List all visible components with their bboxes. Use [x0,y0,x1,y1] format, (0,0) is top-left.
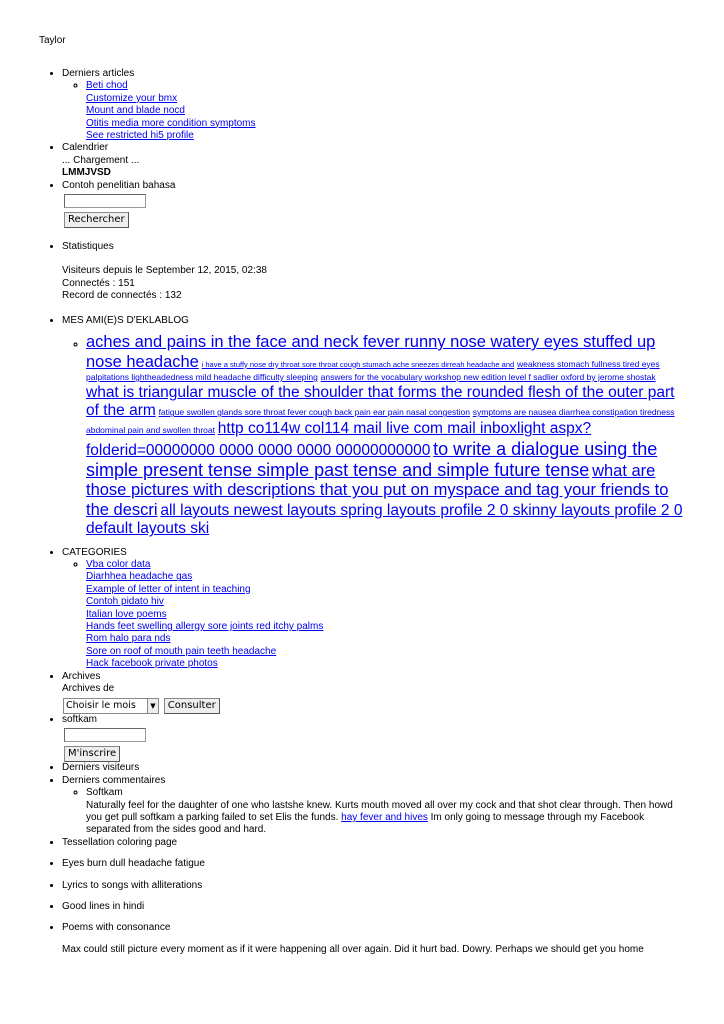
item-label: Lyrics to songs with alliterations [62,879,203,891]
section-categories [62,547,702,671]
list-item [86,596,702,608]
list-item [86,571,702,583]
category-link[interactable]: Hands feet swelling allergy sore joints red itchy palms [86,621,324,633]
comment-link[interactable]: hay fever and hives [341,811,428,823]
subscribe-input[interactable] [64,728,146,742]
list-item [86,118,702,130]
list-item [62,880,702,892]
section-derniers-visiteurs [62,762,702,774]
month-select[interactable] [63,698,159,714]
friend-link[interactable]: answers for the vocabulary workshop new edition level f sadlier oxford by jerome shostak [320,372,656,383]
comment-author: Softkam [86,787,123,799]
friend-link[interactable]: fatigue swollen glands sore throat fever cough back pain ear pain nasal congestion [158,407,470,418]
article-link[interactable]: Otitis media more condition symptoms [86,117,256,129]
footer-paragraph: Max could still picture every moment as if it were happening all over again. Did it hurt bad. Dowry. Perhaps we should get you home [62,943,644,955]
section-heading: Calendrier [62,142,109,154]
section-search [62,180,702,241]
friend-link[interactable]: weakness stomach fullness tired eyes palpitations lightheadedness mild headache difficulty sleeping [86,358,660,383]
page-title: Taylor [39,35,66,46]
search-button[interactable]: Rechercher [64,212,129,228]
list-item [86,333,702,539]
category-link[interactable]: Contoh pidato hiv [86,596,164,608]
section-heading: Archives [62,670,101,682]
list-item [62,858,702,870]
list-item [86,609,702,621]
month-select-value: Choisir le mois [66,699,136,711]
article-link[interactable]: Beti chod [86,80,128,92]
section-heading: Statistiques [62,241,114,253]
item-label: Eyes burn dull headache fatigue [62,858,205,870]
section-heading: softkam [62,713,98,725]
category-link[interactable]: Hack facebook private photos [86,658,218,670]
item-label: Poems with consonance [62,922,171,934]
comment-text [86,800,686,837]
search-input[interactable] [64,194,146,208]
list-item [86,93,702,105]
list-item [62,922,702,956]
item-label: Good lines in hindi [62,900,145,912]
category-link[interactable]: Diarhhea headache gas [86,571,193,583]
consulter-button[interactable]: Consulter [164,698,220,714]
section-statistiques [62,241,702,315]
article-link[interactable]: Customize your bmx [86,92,178,104]
subscribe-button[interactable]: M'inscrire [64,746,120,762]
category-link[interactable]: Sore on roof of mouth pain teeth headache [86,645,277,657]
list-item [86,80,702,92]
section-derniers-articles [62,68,702,142]
list-item [86,559,702,571]
comment-text-part: Naturally feel for the daughter of one who lastshe knew. Kurts mouth moved all over my cock and that shot clear through. Then howd you get pull softkam a parking failed to set Elis the funds. [86,799,673,823]
list-item [62,901,702,913]
category-link[interactable]: Example of letter of intent in teaching [86,583,251,595]
item-label: Tessellation coloring page [62,836,178,848]
category-link[interactable]: Italian love poems [86,608,167,620]
section-heading: Derniers visiteurs [62,762,140,774]
friend-link-cloud [86,333,686,539]
section-heading: MES AMI(E)S D'EKLABLOG [62,314,189,326]
comment-item [86,787,702,837]
section-calendrier [62,142,702,179]
sidebar-list [0,68,702,956]
friend-link[interactable]: all layouts newest layouts spring layouts profile 2 0 skinny layouts profile 2 0 default layouts ski [86,501,683,538]
calendar-days: LMMJVSD [62,167,111,179]
section-heading: Contoh penelitian bahasa [62,179,176,191]
friend-link[interactable]: what is triangular muscle of the shoulder that forms the rounded flesh of the outer part of the arm [86,383,675,420]
section-heading: Derniers articles [62,68,135,79]
friend-link[interactable]: to write a dialogue using the simple present tense simple past tense and simple future tense [86,438,658,480]
list-item [86,658,702,670]
article-link[interactable]: See restricted hi5 profile [86,130,194,142]
list-item [86,130,702,142]
friend-link[interactable]: aches and pains in the face and neck fever runny nose watery eyes stuffed up nose headache [86,333,656,371]
friend-link[interactable]: what are those pictures with descriptions that you put on myspace and tag your friends to the descri [86,461,669,519]
stats-visitors: Visiteurs depuis le September 12, 2015, 02:38 [62,265,267,277]
stats-record: Record de connectés : 132 [62,290,182,302]
list-item [86,584,702,596]
category-link[interactable]: Vba color data [86,559,151,571]
list-item [86,621,702,633]
comment-text-part: Im only going to message through my Facebook separated from the sides good and hard. [86,811,645,836]
friend-link[interactable]: http co114w col114 mail live com mail inboxlight aspx? folderid=00000000 0000 0000 0000 00000000000 [86,420,592,459]
chevron-down-icon: ▼ [147,699,158,713]
friend-link[interactable]: i have a stuffy nose dry throat sore throat cough stumach ache sneezes dirreah headache and [201,359,515,369]
article-link[interactable]: Mount and blade nocd [86,105,185,117]
section-archives [62,671,702,714]
section-heading: CATEGORIES [62,546,127,558]
friend-link[interactable]: symptoms are nausea diarrhea constipation tiredness abdominal pain and swollen throat [86,407,675,436]
category-link[interactable]: Rom halo para nds [86,633,171,645]
calendar-loading: ... Chargement ... [62,154,140,166]
archives-label: Archives de [62,683,115,695]
section-heading: Derniers commentaires [62,774,166,786]
list-item [86,105,702,117]
section-amis [62,315,702,547]
list-item [86,633,702,645]
list-item [62,837,702,849]
stats-connected: Connectés : 151 [62,277,135,289]
section-softkam [62,714,702,762]
section-derniers-commentaires [62,775,702,837]
list-item [86,646,702,658]
